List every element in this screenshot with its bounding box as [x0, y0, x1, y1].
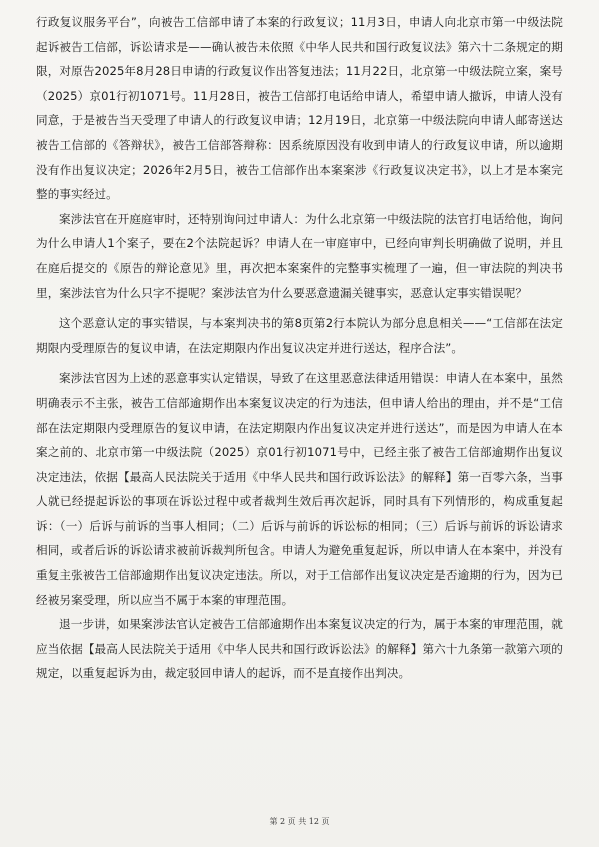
document-body: [36, 10, 563, 686]
paragraph-4: 案涉法官因为上述的恶意事实认定错误，导致了在这里恶意法律适用错误：申请人在本案中，虽然明确表示不主张，被告工信部逾期作出本案复议决定的行为违法，但申请人给出的理由，并不是“工信部在法定期限内受理原告的复议申请，在法定期限内作出复议决定并进行送达”，而是因为申请人在本案之前的、北京市第一中级法院（2025）京01行初1071号中，已经主张了被告工信部逾期作出复议决定违法，依据【最高人民法院关于适用《中华人民共和国行政诉讼法》的解释】第一百零六条，当事人就已经提起诉讼的事项在诉讼过程中或者裁判生效后再次起诉，同时具有下列情形的，构成重复起诉：（一）后诉与前诉的当事人相同；（二）后诉与前诉的诉讼标的相同；（三）后诉与前诉的诉讼请求相同，或者后诉的诉讼请求被前诉裁判所包含。申请人为避免重复起诉，所以申请人在本案中，并没有重复主张被告工信部逾期作出复议决定违法。所以，对于工信部作出复议决定是否逾期的行为，因为已经被另案受理，所以应当不属于本案的审理范围。: [36, 371, 563, 607]
paragraph-2: 案涉法官在开庭庭审时，还特别询问过申请人：为什么北京第一中级法院的法官打电话给他，询问为什么申请人1个案子，要在2个法院起诉？申请人在一审庭审中，已经向审判长明确做了说明，并且在庭后提交的《原告的辩论意见》里，再次把本案案件的完整事实梳理了一遍，但一审法院的判决书里，案涉法官为什么只字不提呢？案涉法官为什么要恶意遗漏关键事实，恶意认定事实错误呢？: [36, 211, 563, 300]
paragraph-3: 这个恶意认定的事实错误，与本案判决书的第8页第2行本院认为部分息息相关——“工信部在法定期限内受理原告的复议申请，在法定期限内作出复议决定并进行送达，程序合法”。: [36, 316, 563, 355]
paragraph-1: 行政复议服务平台”，向被告工信部申请了本案的行政复议；11月3日，申请人向北京市第一中级法院起诉被告工信部，诉讼请求是——确认被告未依照《中华人民共和国行政复议法》第六十二条规定的期限，对原告2025年8月28日申请的行政复议作出答复违法；11月22日，北京第一中级法院立案，案号（2025）京01行初1071号。11月28日，被告工信部打电话给申请人，希望申请人撤诉，申请人没有同意，于是被告当天受理了申请人的行政复议申请；12月19日，北京第一中级法院向申请人邮寄送达被告工信部的《答辩状》，被告工信部答辩称：因系统原因没有收到申请人的行政复议申请，所以逾期没有作出复议决定；2026年2月5日，被告工信部作出本案案涉《行政复议决定书》，以上才是本案完整的事实经过。: [36, 15, 563, 202]
page-number: 第 2 页 共 12 页: [269, 817, 330, 826]
paragraph-5: 退一步讲，如果案涉法官认定被告工信部逾期作出本案复议决定的行为，属于本案的审理范围，就应当依据【最高人民法院关于适用《中华人民共和国行政诉讼法》的解释】第六十九条第一款第六项的规定，以重复起诉为由，裁定驳回申请人的起诉，而不是直接作出判决。: [36, 617, 563, 681]
